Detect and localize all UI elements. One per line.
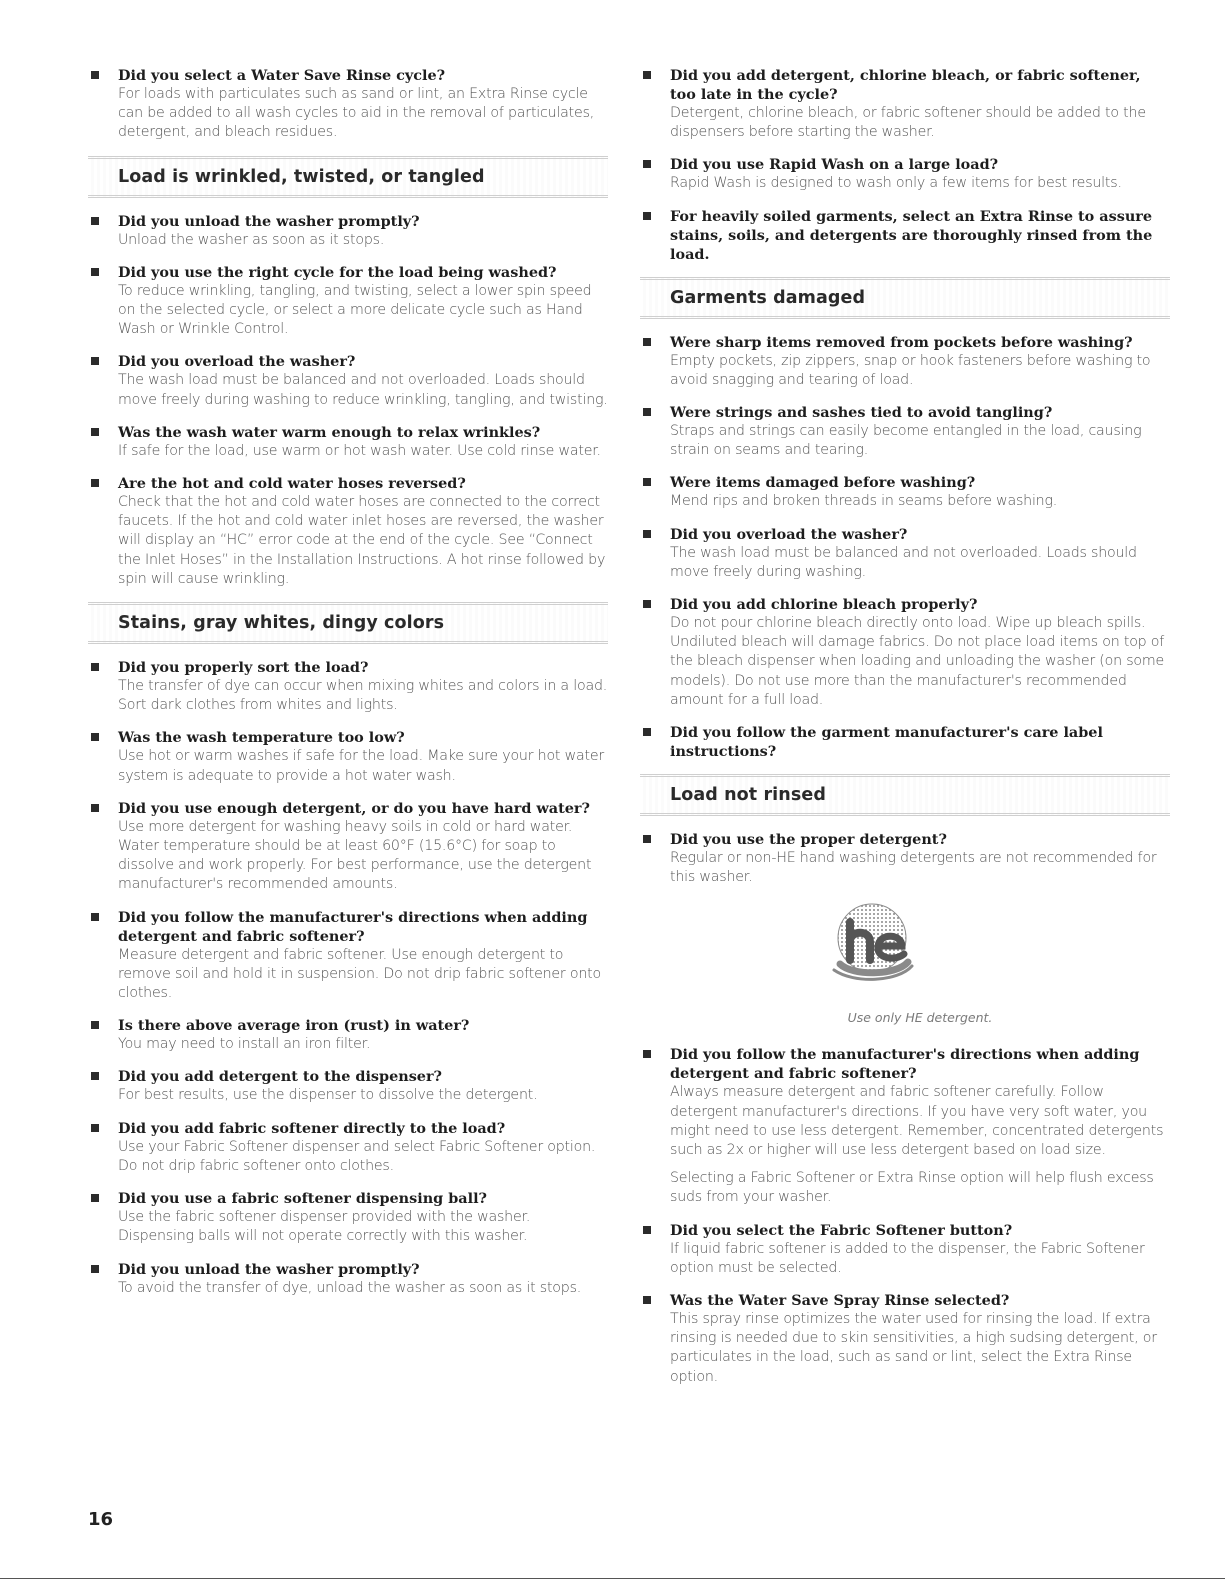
faq-question: Were items damaged before washing? — [670, 474, 976, 492]
faq-answer — [670, 1310, 1170, 1387]
faq-item — [88, 474, 608, 589]
faq-item — [640, 155, 1170, 193]
faq-question: Did you use a fabric softener dispensing ball? — [118, 1190, 487, 1208]
he-logo-figure — [640, 900, 1170, 1010]
faq-question: Were sharp items removed from pockets before washing? — [670, 333, 1133, 351]
answer-paragraph: If safe for the load, use warm or hot wash water. Use cold rinse water. — [118, 442, 601, 459]
faq-question: Was the wash temperature too low? — [118, 729, 405, 747]
bottom-rule — [0, 1578, 1225, 1579]
bullet-square-icon — [643, 408, 651, 416]
faq-item — [88, 1119, 608, 1176]
faq-answer — [118, 371, 608, 409]
faq-item — [640, 207, 1170, 264]
faq-question: Did you use enough detergent, or do you have hard water? — [118, 799, 590, 817]
answer-paragraph: You may need to install an iron filter. — [118, 1036, 371, 1053]
answer-paragraph: Do not pour chlorine bleach directly onto load. Wipe up bleach spills. Undiluted bleach will damage fabrics. Do not place load items on top of the bleach dispenser when loading and unloading the washer (on some models). Do not use more than the manufacturer's recommended amount for a full load. — [670, 615, 1165, 708]
faq-answer — [670, 422, 1170, 460]
faq-item — [88, 1016, 608, 1054]
figure-caption: Use only HE detergent. — [847, 1010, 993, 1026]
page-number: 16 — [88, 1509, 114, 1530]
faq-item — [640, 830, 1170, 887]
answer-paragraph: Check that the hot and cold water hoses are connected to the correct faucets. If the hot and cold water inlet hoses are reversed, the washer will display an “HC” error code at the end of the cycle. See “Connect the Inlet Hoses” in the Installation Instructions. A hot rinse followed by spin will cause wrinkling. — [118, 494, 606, 587]
faq-question: Are the hot and cold water hoses reversed? — [118, 475, 466, 493]
faq-answer — [118, 818, 608, 895]
faq-item — [88, 66, 608, 143]
faq-item — [640, 595, 1170, 710]
faq-answer — [118, 747, 608, 785]
faq-answer — [118, 1035, 608, 1054]
bullet-square-icon — [643, 600, 651, 608]
bullet-square-icon — [91, 428, 99, 436]
section-heading: Load is wrinkled, twisted, or tangled — [88, 156, 608, 198]
answer-paragraph: Empty pockets, zip zippers, snap or hook fasteners before washing to avoid snagging and tearing of load. — [670, 352, 1151, 388]
faq-answer — [670, 1083, 1170, 1207]
faq-answer — [670, 1240, 1170, 1278]
faq-question: Was the wash water warm enough to relax wrinkles? — [118, 423, 541, 441]
left-column — [88, 66, 608, 1311]
faq-answer — [118, 442, 608, 461]
section-heading: Garments damaged — [640, 277, 1170, 319]
bullet-square-icon — [91, 1194, 99, 1202]
bullet-square-icon — [643, 212, 651, 220]
faq-item — [88, 799, 608, 895]
faq-question: Did you follow the manufacturer's directions when adding detergent and fabric softener? — [118, 908, 588, 945]
answer-paragraph: Straps and strings can easily become entangled in the load, causing strain on seams and tearing. — [670, 423, 1142, 459]
answer-paragraph: The transfer of dye can occur when mixing whites and colors in a load. Sort dark clothes from whites and lights. — [118, 678, 608, 714]
answer-paragraph: Use more detergent for washing heavy soils in cold or hard water. Water temperature should be at least 60°F (15.6°C) for soap to dissolve and work properly. For best performance, use the detergent manufacturer's recommended amounts. — [118, 818, 592, 893]
faq-question: Did you unload the washer promptly? — [118, 1260, 420, 1278]
bullet-square-icon — [643, 338, 651, 346]
faq-item — [640, 403, 1170, 460]
faq-item — [640, 1291, 1170, 1387]
answer-paragraph: Rapid Wash is designed to wash only a few items for best results. — [670, 175, 1122, 192]
faq-answer — [118, 1138, 608, 1176]
answer-paragraph: Measure detergent and fabric softener. Use enough detergent to remove soil and hold it in suspension. Do not drip fabric softener onto clothes. — [118, 946, 601, 1002]
answer-paragraph: To reduce wrinkling, tangling, and twisting, select a lower spin speed on the selected cycle, or select a more delicate cycle such as Hand Wash or Wrinkle Control. — [118, 282, 592, 338]
bullet-square-icon — [643, 1296, 651, 1304]
faq-question: Did you add detergent, chlorine bleach, or fabric softener, too late in the cycle? — [670, 67, 1141, 103]
he-detergent-logo — [812, 900, 932, 1010]
bullet-square-icon — [91, 1124, 99, 1132]
answer-paragraph: If liquid fabric softener is added to the dispenser, the Fabric Softener option must be selected. — [670, 1240, 1145, 1276]
faq-question: Were strings and sashes tied to avoid tangling? — [670, 404, 1053, 422]
faq-item — [88, 212, 608, 250]
bullet-square-icon — [91, 268, 99, 276]
faq-item — [640, 1221, 1170, 1278]
answer-paragraph: Use your Fabric Softener dispenser and select Fabric Softener option. Do not drip fabric softener onto clothes. — [118, 1138, 596, 1174]
section-heading: Load not rinsed — [640, 774, 1170, 816]
faq-answer — [118, 677, 608, 715]
faq-question: Did you select the Fabric Softener button? — [670, 1221, 1013, 1239]
faq-answer — [118, 85, 608, 143]
faq-item — [88, 423, 608, 461]
bullet-square-icon — [91, 217, 99, 225]
bullet-square-icon — [643, 728, 651, 736]
answer-paragraph: Mend rips and broken threads in seams before washing. — [670, 493, 1058, 510]
bullet-square-icon — [643, 71, 651, 79]
faq-answer — [670, 849, 1170, 887]
answer-paragraph: The wash load must be balanced and not overloaded. Loads should move freely during washing to reduce wrinkling, tangling, and twisting. — [118, 372, 608, 408]
faq-item — [640, 1045, 1170, 1207]
faq-answer — [118, 1086, 608, 1105]
faq-question: Did you overload the washer? — [670, 525, 908, 543]
faq-question: Did you add fabric softener directly to the load? — [118, 1119, 506, 1137]
faq-answer — [118, 493, 608, 589]
faq-answer — [670, 174, 1170, 193]
bullet-square-icon — [91, 804, 99, 812]
faq-question: Did you use Rapid Wash on a large load? — [670, 156, 999, 174]
faq-answer — [670, 352, 1170, 390]
faq-item — [88, 263, 608, 340]
bullet-square-icon — [91, 913, 99, 921]
faq-item — [88, 658, 608, 715]
faq-question: Is there above average iron (rust) in water? — [118, 1017, 470, 1035]
bullet-square-icon — [91, 357, 99, 365]
faq-question: For heavily soiled garments, select an Extra Rinse to assure stains, soils, and detergents are thoroughly rinsed from the load. — [670, 207, 1153, 263]
bullet-square-icon — [91, 71, 99, 79]
answer-paragraph: For loads with particulates such as sand or lint, an Extra Rinse cycle can be added to all wash cycles to aid in the removal of particulates, detergent, and bleach residues. — [118, 86, 595, 141]
answer-paragraph: This spray rinse optimizes the water used for rinsing the load. If extra rinsing is needed due to skin sensitivities, a high sudsing detergent, or particulates in the load, such as sand or lint, select the Extra Rinse option. — [670, 1311, 1157, 1385]
answer-paragraph: Regular or non-HE hand washing detergents are not recommended for this washer. — [670, 850, 1157, 886]
answer-paragraph: Unload the washer as soon as it stops. — [118, 231, 385, 248]
faq-item — [88, 728, 608, 785]
answer-paragraph: The wash load must be balanced and not overloaded. Loads should move freely during washing. — [670, 544, 1137, 580]
right-column — [640, 66, 1170, 1400]
faq-question: Did you follow the garment manufacturer's care label instructions? — [670, 724, 1103, 761]
faq-item — [640, 473, 1170, 511]
faq-question: Did you unload the washer promptly? — [118, 212, 420, 230]
faq-answer — [670, 614, 1170, 710]
bullet-square-icon — [643, 530, 651, 538]
faq-item — [88, 352, 608, 409]
faq-item — [640, 525, 1170, 582]
faq-item — [640, 66, 1170, 142]
bullet-square-icon — [91, 1265, 99, 1273]
faq-item — [640, 723, 1170, 761]
faq-question: Did you add detergent to the dispenser? — [118, 1068, 442, 1086]
faq-answer — [118, 946, 608, 1004]
bullet-square-icon — [643, 1226, 651, 1234]
answer-paragraph: To avoid the transfer of dye, unload the washer as soon as it stops. — [118, 1279, 582, 1296]
faq-item — [88, 1189, 608, 1246]
faq-question: Did you add chlorine bleach properly? — [670, 596, 978, 614]
answer-paragraph: For best results, use the dispenser to dissolve the detergent. — [118, 1087, 538, 1104]
bullet-square-icon — [91, 733, 99, 741]
bullet-square-icon — [643, 1050, 651, 1058]
answer-paragraph: Detergent, chlorine bleach, or fabric softener should be added to the dispensers before starting the washer. — [670, 105, 1146, 141]
answer-paragraph: Always measure detergent and fabric softener carefully. Follow detergent manufacturer's directions. If you have very soft water, you might need to use less detergent. Remember, concentrated detergents such as 2x or higher will use less detergent based on load size. — [670, 1084, 1164, 1159]
bullet-square-icon — [643, 478, 651, 486]
faq-question: Was the Water Save Spray Rinse selected? — [670, 1292, 1010, 1310]
faq-answer — [118, 1279, 608, 1298]
faq-answer — [670, 104, 1170, 142]
faq-question: Did you follow the manufacturer's directions when adding detergent and fabric softener? — [670, 1046, 1140, 1083]
faq-answer — [118, 231, 608, 250]
answer-paragraph: Use the fabric softener dispenser provided with the washer. Dispensing balls will not operate correctly with this washer. — [118, 1209, 531, 1245]
faq-item — [88, 1067, 608, 1105]
faq-item — [88, 908, 608, 1004]
answer-paragraph: Selecting a Fabric Softener or Extra Rinse option will help flush excess suds from your washer. — [670, 1170, 1154, 1206]
faq-answer — [118, 1208, 608, 1246]
faq-question: Did you properly sort the load? — [118, 659, 369, 677]
answer-paragraph: Use hot or warm washes if safe for the load. Make sure your hot water system is adequate to provide a hot water wash. — [118, 748, 605, 784]
faq-question: Did you overload the washer? — [118, 353, 356, 371]
bullet-square-icon — [643, 160, 651, 168]
bullet-square-icon — [643, 835, 651, 843]
bullet-square-icon — [91, 479, 99, 487]
faq-answer — [670, 492, 1170, 511]
faq-item — [640, 333, 1170, 390]
faq-item — [88, 1260, 608, 1298]
bullet-square-icon — [91, 1021, 99, 1029]
bullet-square-icon — [91, 1072, 99, 1080]
section-heading: Stains, gray whites, dingy colors — [88, 602, 608, 644]
faq-answer — [118, 282, 608, 340]
faq-question: Did you use the right cycle for the load being washed? — [118, 263, 557, 281]
bullet-square-icon — [91, 663, 99, 671]
faq-question: Did you select a Water Save Rinse cycle? — [118, 67, 446, 84]
faq-question: Did you use the proper detergent? — [670, 831, 947, 849]
faq-answer — [670, 544, 1170, 582]
